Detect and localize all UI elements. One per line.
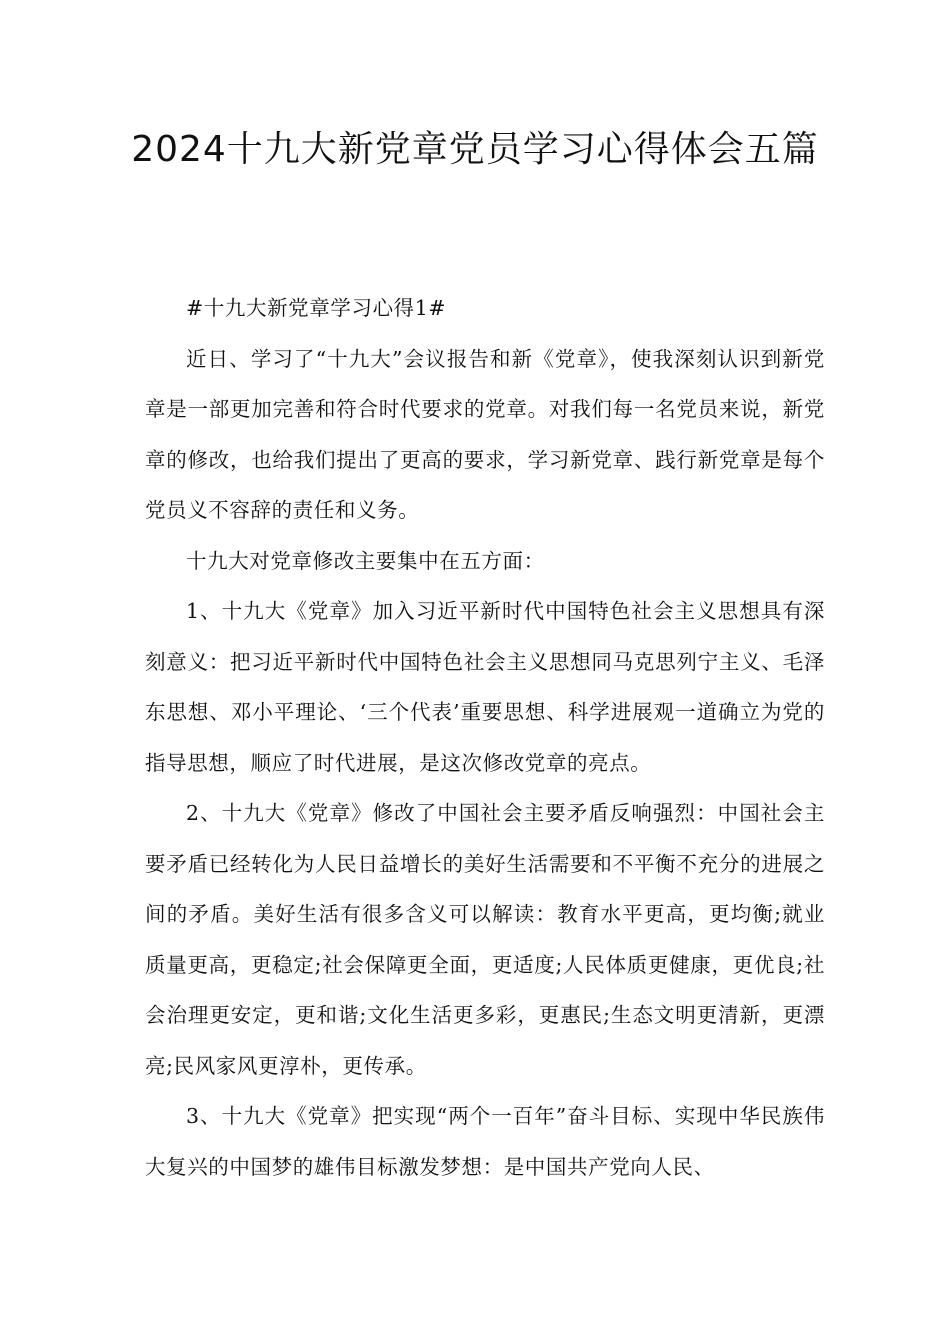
section-heading: #十九大新党章学习心得1# — [186, 296, 447, 320]
paragraph-point-2: 2、十九大《党章》修改了中国社会主要矛盾反响强烈：中国社会主要矛盾已经转化为人民日益增长的美好生活需要和不平衡不充分的进展之间的矛盾。美好生活有很多含义可以解读：教育水平更高，更均衡;就业质量更高，更稳定;社会保障更全面，更适度;人民体质更健康，更优良;社会治理更安定，更和谐;文化生活更多彩，更惠民;生态文明更清新，更漂亮;民风家风更淳朴，更传承。 — [145, 801, 825, 1078]
paragraph-intro: 近日、学习了“十九大”会议报告和新《党章》，使我深刻认识到新党章是一部更加完善和符合时代要求的党章。对我们每一名党员来说，新党章的修改，也给我们提出了更高的要求，学习新党章、践行新党章是每个党员义不容辞的责任和义务。 — [145, 346, 825, 522]
document-body — [145, 283, 825, 1192]
paragraph-point-1: 1、十九大《党章》加入习近平新时代中国特色社会主义思想具有深刻意义：把习近平新时代中国特色社会主义思想同马克思列宁主义、毛泽东思想、邓小平理论、‘三个代表’重要思想、科学进展观一道确立为党的指导思想，顺应了时代进展，是这次修改党章的亮点。 — [145, 599, 825, 775]
paragraph-point-3: 3、十九大《党章》把实现“两个一百年”奋斗目标、实现中华民族伟大复兴的中国梦的雄伟目标激发梦想：是中国共产党向人民、 — [145, 1104, 825, 1179]
paragraph-summary: 十九大对党章修改主要集中在五方面： — [186, 548, 545, 573]
document-title: 2024十九大新党章党员学习心得体会五篇 — [131, 129, 819, 170]
